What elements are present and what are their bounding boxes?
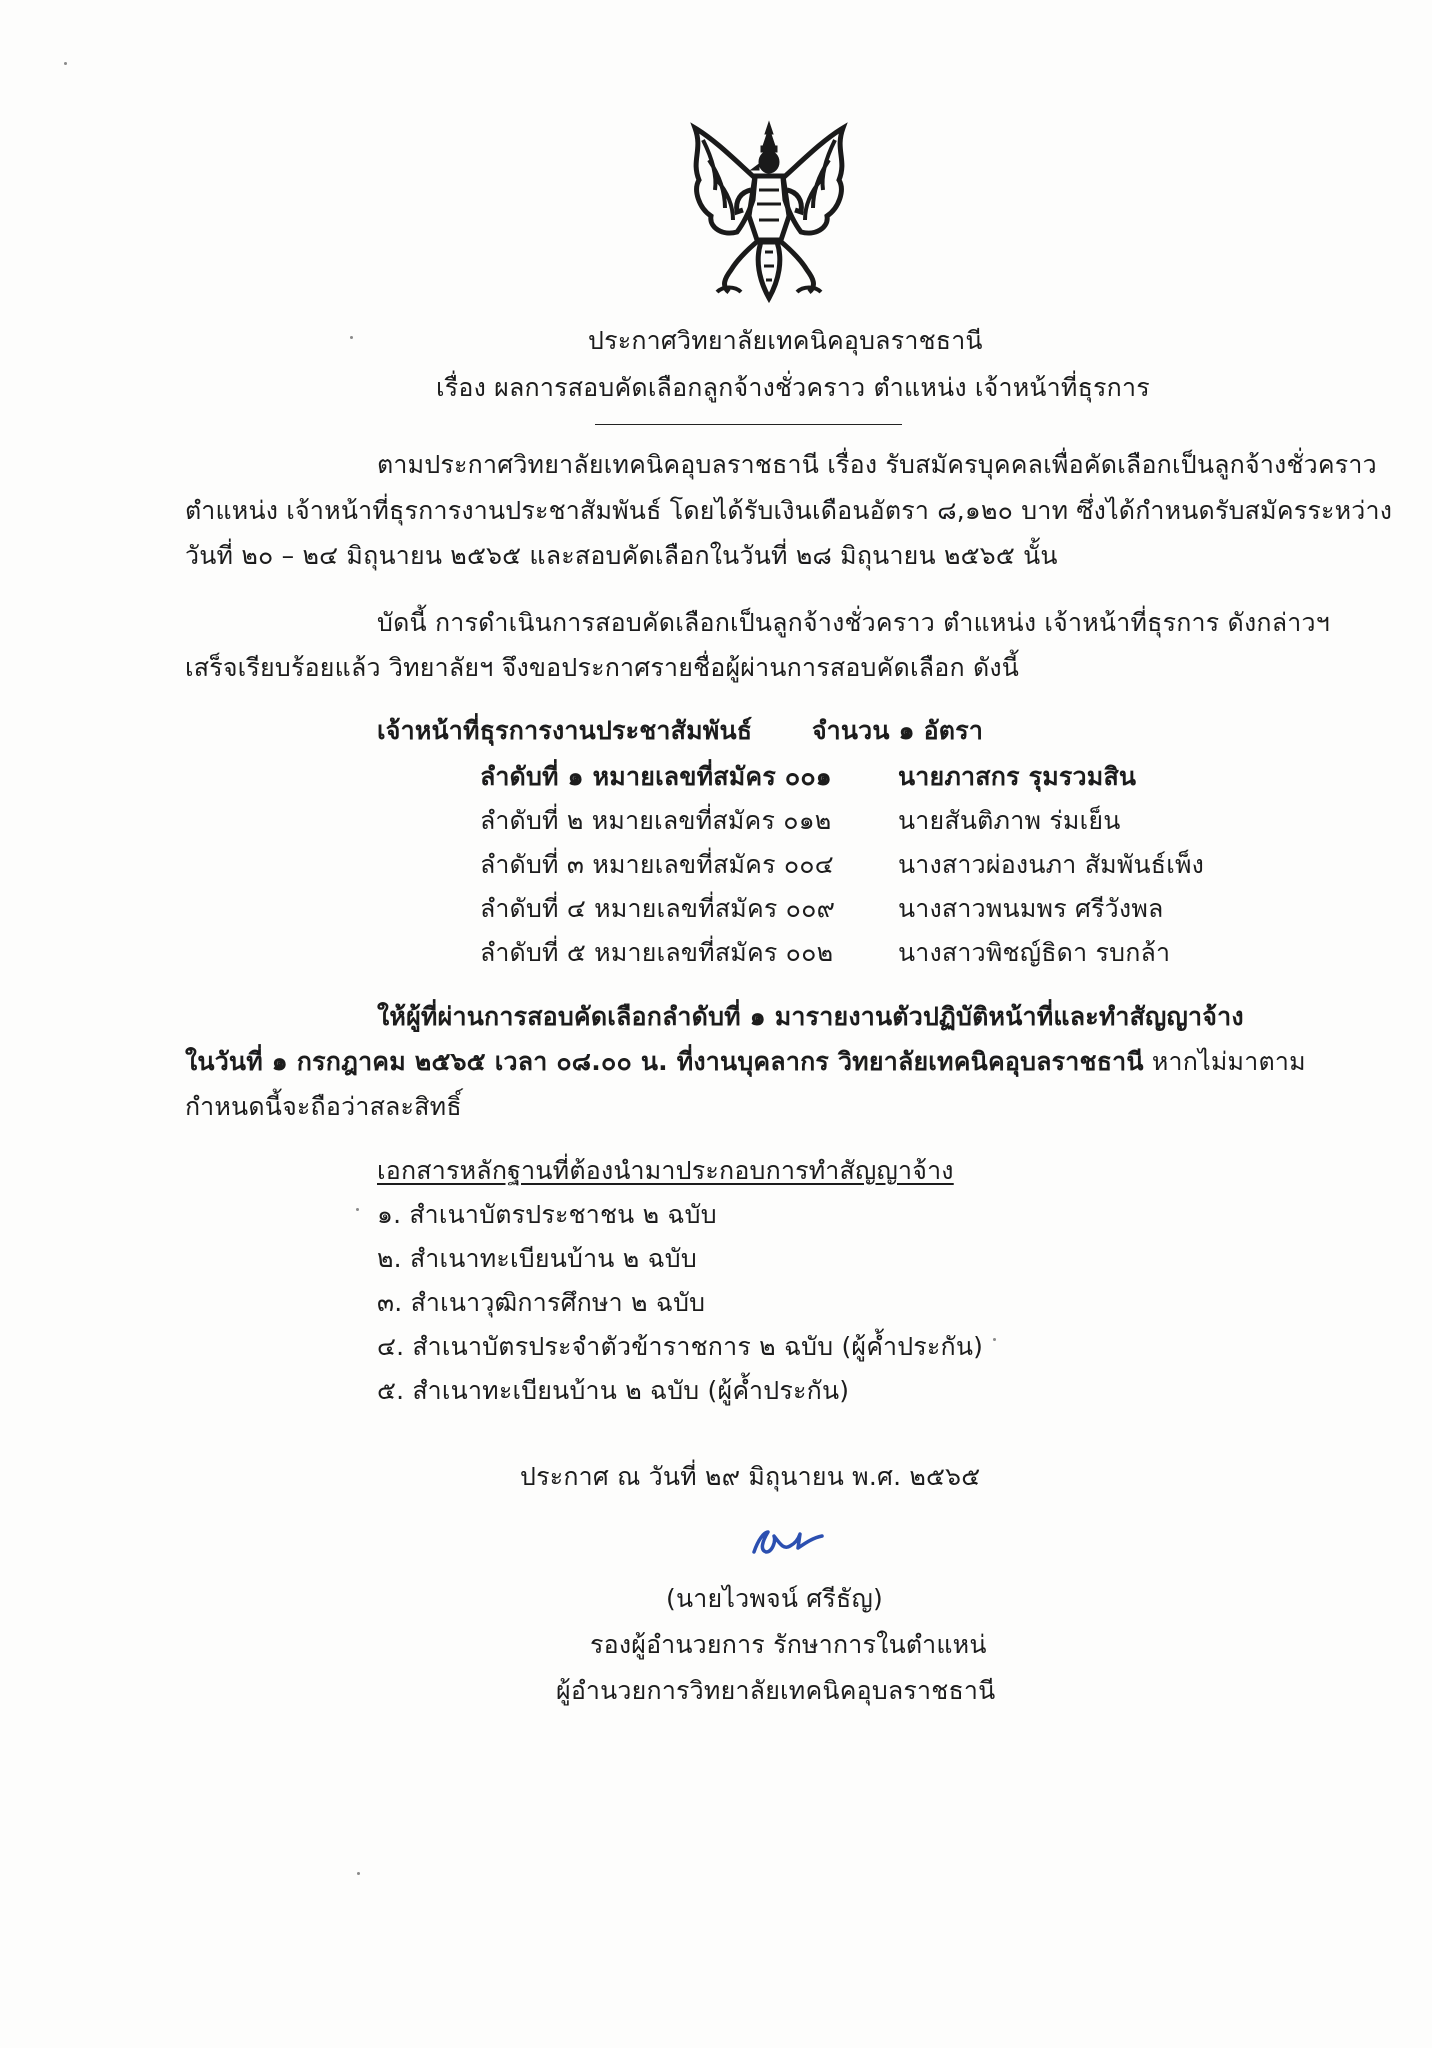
paragraph-1-line-3: วันที่ ๒๐ – ๒๔ มิถุนายน ๒๕๖๕ และสอบคัดเลือกในวันที่ ๒๘ มิถุนายน ๒๕๖๕ นั้น bbox=[185, 541, 1058, 570]
document-item: ๒. สำเนาทะเบียนบ้าน ๒ ฉบับ bbox=[377, 1244, 697, 1273]
paragraph-3-line-2-rest: หากไม่มาตาม bbox=[1143, 1047, 1306, 1076]
garuda-emblem-icon bbox=[685, 120, 853, 305]
result-rank: ลำดับที่ ๑ หมายเลขที่สมัคร ๐๐๑ bbox=[480, 762, 832, 791]
position-name: เจ้าหน้าที่ธุรการงานประชาสัมพันธ์ bbox=[377, 716, 753, 745]
result-name: นายสันติภาพ ร่มเย็น bbox=[898, 806, 1121, 835]
position-quota: จำนวน ๑ อัตรา bbox=[812, 716, 984, 745]
result-name: นางสาวผ่องนภา สัมพันธ์เพ็ง bbox=[898, 850, 1205, 879]
paragraph-3-line-3: กำหนดนี้จะถือว่าสละสิทธิ์ bbox=[185, 1092, 462, 1121]
paragraph-3-line-1: ให้ผู้ที่ผ่านการสอบคัดเลือกลำดับที่ ๑ มารายงานตัวปฏิบัติหน้าที่และทำสัญญาจ้าง bbox=[377, 1002, 1244, 1031]
paragraph-3-line-2-bold: ในวันที่ ๑ กรกฎาคม ๒๕๖๕ เวลา ๐๘.๐๐ น. ที่งานบุคลากร วิทยาลัยเทคนิคอุบลราชธานี bbox=[185, 1047, 1144, 1076]
announcement-title: ประกาศวิทยาลัยเทคนิคอุบลราชธานี bbox=[588, 326, 983, 355]
documents-heading: เอกสารหลักฐานที่ต้องนำมาประกอบการทำสัญญาจ้าง bbox=[377, 1156, 954, 1185]
title-divider bbox=[595, 424, 902, 425]
paragraph-1-line-1: ตามประกาศวิทยาลัยเทคนิคอุบลราชธานี เรื่อง รับสมัครบุคคลเพื่อคัดเลือกเป็นลูกจ้างชั่วคราว bbox=[377, 450, 1377, 479]
paragraph-2-line-2: เสร็จเรียบร้อยแล้ว วิทยาลัยฯ จึงขอประกาศรายชื่อผู้ผ่านการสอบคัดเลือก ดังนี้ bbox=[185, 653, 1020, 682]
scan-speck bbox=[993, 1338, 996, 1341]
document-item: ๕. สำเนาทะเบียนบ้าน ๒ ฉบับ (ผู้ค้ำประกัน) bbox=[377, 1376, 850, 1405]
announcement-date: ประกาศ ณ วันที่ ๒๙ มิถุนายน พ.ศ. ๒๕๖๕ bbox=[520, 1462, 981, 1491]
paragraph-1-line-2: ตำแหน่ง เจ้าหน้าที่ธุรการงานประชาสัมพันธ์ โดยได้รับเงินเดือนอัตรา ๘,๑๒๐ บาท ซึ่งได้กำหนดรับสมัครระหว่าง bbox=[185, 496, 1393, 525]
result-rank: ลำดับที่ ๓ หมายเลขที่สมัคร ๐๐๔ bbox=[480, 850, 834, 879]
result-rank: ลำดับที่ ๕ หมายเลขที่สมัคร ๐๐๒ bbox=[480, 938, 834, 967]
result-name: นายภาสกร รุมรวมสิน bbox=[898, 762, 1137, 791]
result-rank: ลำดับที่ ๒ หมายเลขที่สมัคร ๐๑๒ bbox=[480, 806, 832, 835]
document-item: ๔. สำเนาบัตรประจำตัวข้าราชการ ๒ ฉบับ (ผู้ค้ำประกัน) bbox=[377, 1332, 984, 1361]
scan-speck bbox=[357, 1872, 360, 1875]
signer-name: (นายไวพจน์ ศรีธัญ) bbox=[666, 1584, 883, 1613]
signer-title-1: รองผู้อำนวยการ รักษาการในตำแหน่ bbox=[590, 1630, 987, 1659]
document-item: ๑. สำเนาบัตรประชาชน ๒ ฉบับ bbox=[377, 1200, 717, 1229]
paragraph-2-line-1: บัดนี้ การดำเนินการสอบคัดเลือกเป็นลูกจ้างชั่วคราว ตำแหน่ง เจ้าหน้าที่ธุรการ ดังกล่าวฯ bbox=[377, 608, 1330, 637]
scan-speck bbox=[350, 336, 353, 339]
signer-title-2: ผู้อำนวยการวิทยาลัยเทคนิคอุบลราชธานี bbox=[556, 1676, 996, 1705]
announcement-subject: เรื่อง ผลการสอบคัดเลือกลูกจ้างชั่วคราว ตำแหน่ง เจ้าหน้าที่ธุรการ bbox=[436, 373, 1150, 402]
paragraph-3-line-2 bbox=[185, 1049, 1306, 1074]
result-name: นางสาวพนมพร ศรีวังพล bbox=[898, 894, 1164, 923]
scan-speck bbox=[356, 1208, 359, 1211]
result-name: นางสาวพิชญ์ธิดา รบกล้า bbox=[898, 938, 1171, 967]
handwritten-signature bbox=[748, 1522, 838, 1562]
result-rank: ลำดับที่ ๔ หมายเลขที่สมัคร ๐๐๙ bbox=[480, 894, 836, 923]
scan-speck bbox=[64, 62, 67, 65]
document-item: ๓. สำเนาวุฒิการศึกษา ๒ ฉบับ bbox=[377, 1288, 706, 1317]
